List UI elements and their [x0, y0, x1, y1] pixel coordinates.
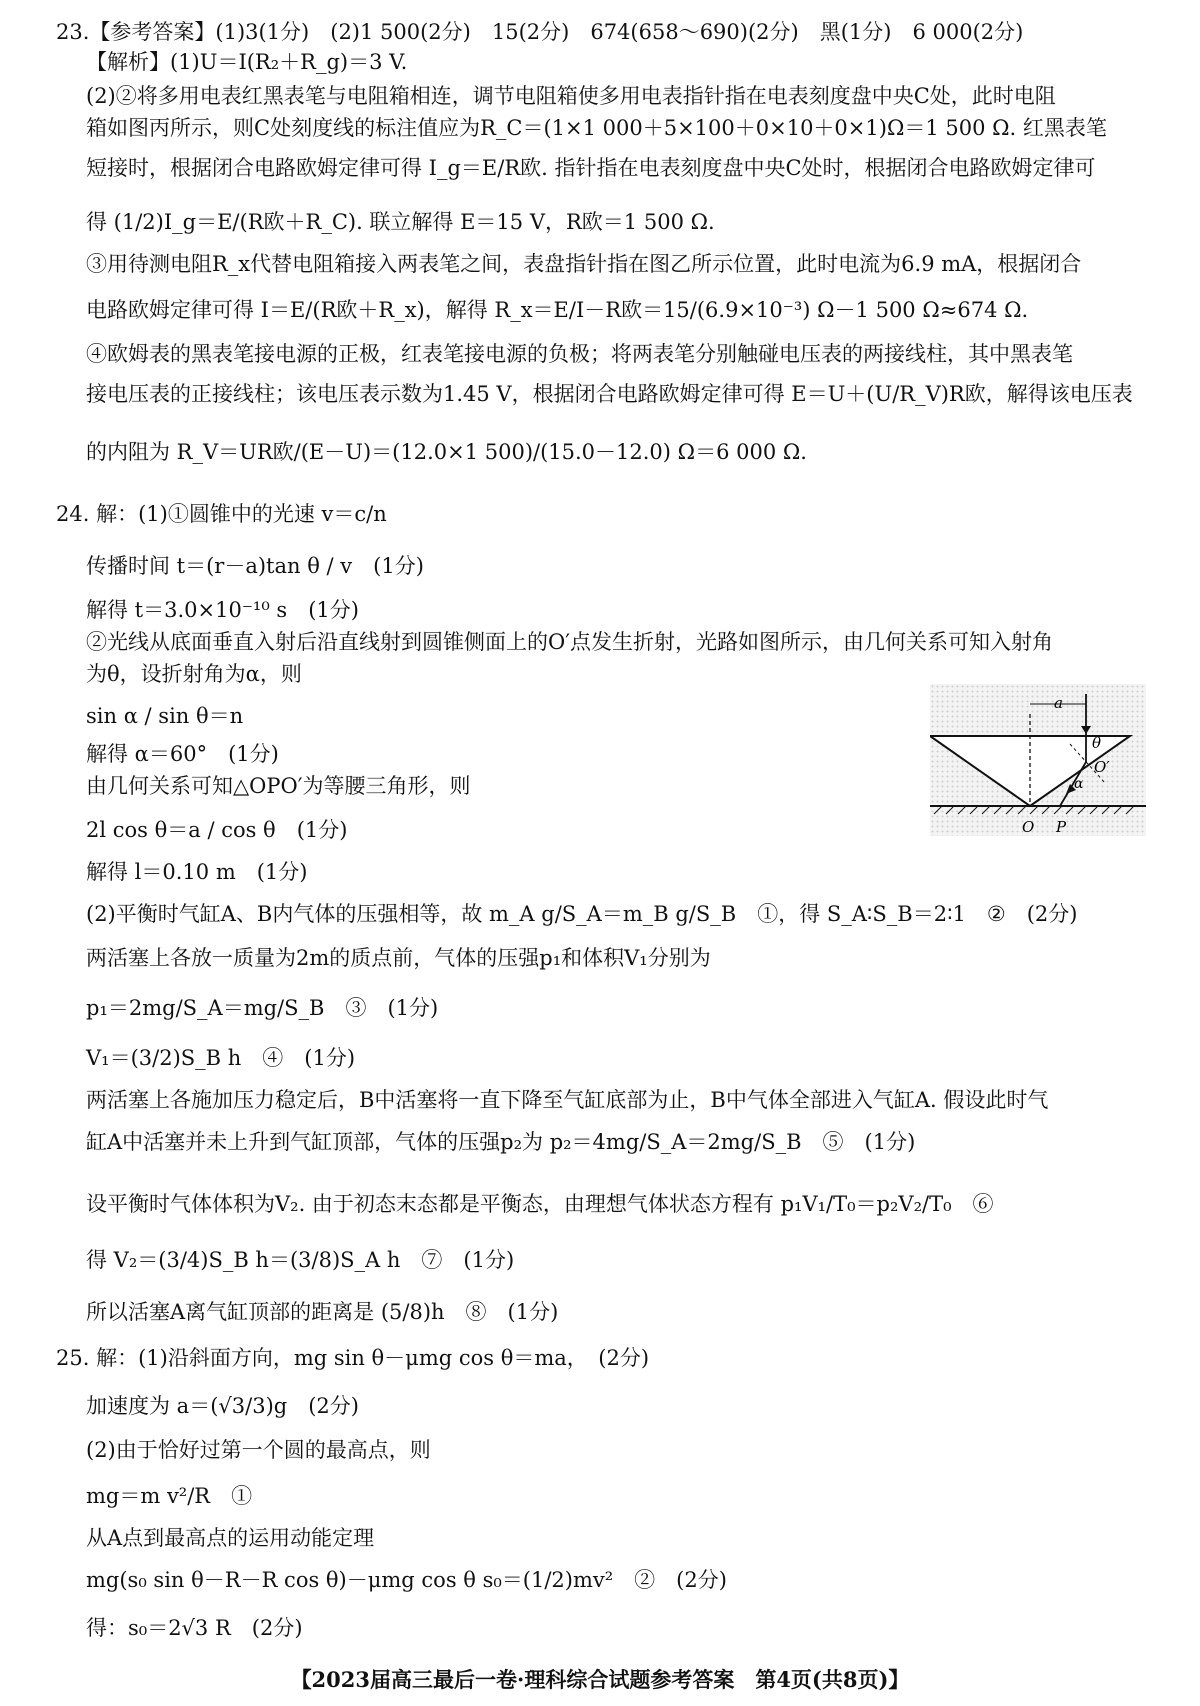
q23-answer-line: 23.【参考答案】(1)3(1分) (2)1 500(2分) 15(2分) 674(658～690)(2分) 黑(1分) 6 000(2分)	[56, 20, 1024, 44]
q24-line-4: ②光线从底面垂直入射后沿直线射到圆锥侧面上的O′点发生折射，光路如图所示，由几何关系可知入射角	[86, 630, 1053, 654]
q23-analysis-3: 箱如图丙所示，则C处刻度线的标注值应为R_C＝(1×1 000＋5×100＋0×10＋0×1)Ω＝1 500 Ω. 红黑表笔	[86, 116, 1107, 140]
label-o: O	[1022, 818, 1035, 836]
q23-analysis-5: 得 (1/2)I_g＝E/(R欧＋R_C). 联立解得 E＝15 V，R欧＝1 500 Ω.	[86, 210, 715, 234]
q24-line-7: 解得 α＝60° (1分)	[86, 742, 279, 766]
q24-line-5: 为θ，设折射角为α，则	[86, 662, 302, 686]
q23-analysis-2: (2)②将多用电表红黑表笔与电阻箱相连，调节电阻箱使多用电表指针指在电表刻度盘中央C处，此时电阻	[86, 84, 1056, 108]
q24-line-16: 缸A中活塞并未上升到气缸顶部，气体的压强p₂为 p₂＝4mg/S_A＝2mg/S_B ⑤ (1分)	[86, 1130, 916, 1154]
q24-line-2: 传播时间 t＝(r－a)tan θ / v (1分)	[86, 554, 424, 578]
label-p: P	[1056, 818, 1067, 836]
label-theta: θ	[1092, 734, 1102, 752]
q25-line-3: (2)由于恰好过第一个圆的最高点，则	[86, 1438, 431, 1462]
q23-analysis-4: 短接时，根据闭合电路欧姆定律可得 I_g＝E/R欧. 指针指在电表刻度盘中央C处时，根据闭合电路欧姆定律可	[86, 156, 1096, 180]
q23-analysis-6: ③用待测电阻R_x代替电阻箱接入两表笔之间，表盘指针指在图乙所示位置，此时电流为6.9 mA，根据闭合	[86, 252, 1082, 276]
q24-line-12: 两活塞上各放一质量为2m的质点前，气体的压强p₁和体积V₁分别为	[86, 946, 711, 970]
q24-line-3: 解得 t＝3.0×10⁻¹⁰ s (1分)	[86, 598, 359, 622]
q25-line-5: 从A点到最高点的运用动能定理	[86, 1526, 375, 1550]
q25-line-6: mg(s₀ sin θ－R－R cos θ)－μmg cos θ s₀＝(1/2)mv² ② (2分)	[86, 1568, 727, 1592]
label-a: a	[1054, 694, 1063, 712]
q23-analysis-10: 的内阻为 R_V＝UR欧/(E－U)＝(12.0×1 500)/(15.0－12.0) Ω＝6 000 Ω.	[86, 440, 807, 464]
cone-light-path-figure	[930, 684, 1146, 836]
q24-line-15: 两活塞上各施加压力稳定后，B中活塞将一直下降至气缸底部为止，B中气体全部进入气缸A. 假设此时气	[86, 1088, 1049, 1112]
q23-analysis-8: ④欧姆表的黑表笔接电源的正极，红表笔接电源的负极；将两表笔分别触碰电压表的两接线柱，其中黑表笔	[86, 342, 1073, 366]
q24-line-17: 设平衡时气体体积为V₂. 由于初态末态都是平衡态，由理想气体状态方程有 p₁V₁/T₀＝p₂V₂/T₀ ⑥	[86, 1192, 994, 1216]
label-o-prime: O′	[1094, 758, 1110, 776]
q24-line-8: 由几何关系可知△OPO′为等腰三角形，则	[86, 774, 471, 798]
q25-line-2: 加速度为 a＝(√3/3)g (2分)	[86, 1394, 359, 1418]
q25-line-4: mg＝m v²/R ①	[86, 1484, 253, 1508]
q24-line-9: 2l cos θ＝a / cos θ (1分)	[86, 818, 348, 842]
q23-analysis-7: 电路欧姆定律可得 I＝E/(R欧＋R_x)，解得 R_x＝E/I－R欧＝15/(6.9×10⁻³) Ω－1 500 Ω≈674 Ω.	[86, 298, 1029, 322]
q23-analysis-1: 【解析】(1)U＝I(R₂＋R_g)＝3 V.	[86, 50, 408, 74]
q23-analysis-9: 接电压表的正接线柱；该电压表示数为1.45 V，根据闭合电路欧姆定律可得 E＝U＋(U/R_V)R欧，解得该电压表	[86, 382, 1133, 406]
page-footer: 【2023届高三最后一卷·理科综合试题参考答案 第4页(共8页)】	[290, 1667, 910, 1692]
q25-line-7: 得：s₀＝2√3 R (2分)	[86, 1616, 303, 1640]
q24-line-13: p₁＝2mg/S_A＝mg/S_B ③ (1分)	[86, 996, 439, 1020]
label-alpha: α	[1074, 776, 1084, 792]
ray-arrow	[1081, 726, 1091, 734]
q24-line-11: (2)平衡时气缸A、B内气体的压强相等，故 m_A g/S_A＝m_B g/S_B ①，得 S_A∶S_B＝2∶1 ② (2分)	[86, 902, 1078, 926]
q24-line-18: 得 V₂＝(3/4)S_B h＝(3/8)S_A h ⑦ (1分)	[86, 1248, 515, 1272]
q24-line-6: sin α / sin θ＝n	[86, 704, 244, 728]
q25-line-1: 25. 解：(1)沿斜面方向，mg sin θ－μmg cos θ＝ma， (2分)	[56, 1346, 650, 1370]
q24-line-10: 解得 l＝0.10 m (1分)	[86, 860, 308, 884]
q24-line-1: 24. 解：(1)①圆锥中的光速 v＝c/n	[56, 502, 387, 526]
ground-hatch	[934, 806, 1134, 814]
q24-line-19: 所以活塞A离气缸顶部的距离是 (5/8)h ⑧ (1分)	[86, 1300, 559, 1324]
q24-line-14: V₁＝(3/2)S_B h ④ (1分)	[86, 1046, 356, 1070]
